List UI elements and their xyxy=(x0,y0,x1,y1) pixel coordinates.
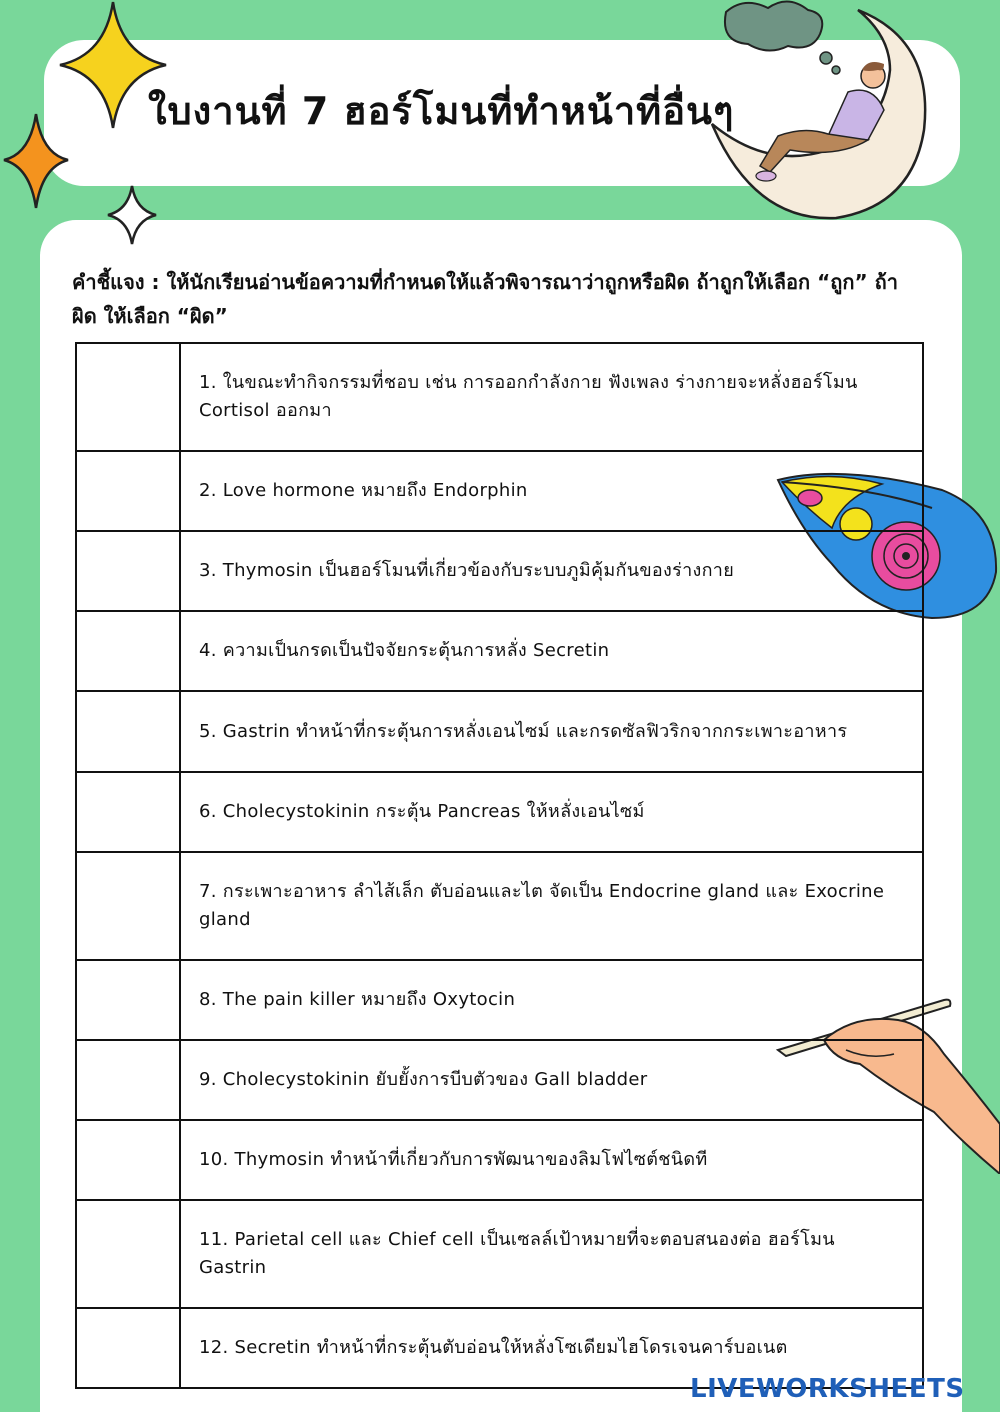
answer-cell-4[interactable] xyxy=(76,611,180,691)
statement-text: 1. ในขณะทำกิจกรรมที่ชอบ เช่น การออกกำลังกาย ฟังเพลง ร่างกายจะหลั่งฮอร์โมน Cortisol ออกมา xyxy=(180,343,923,451)
table-row xyxy=(76,1040,923,1120)
answer-cell-1[interactable] xyxy=(76,343,180,451)
answer-cell-9[interactable] xyxy=(76,1040,180,1120)
instructions-text: คำชี้แจง : ให้นักเรียนอ่านข้อความที่กำหนดให้แล้วพิจารณาว่าถูกหรือผิด ถ้าถูกให้เลือก “ถูก” ถ้าผิด ให้เลือก “ผิด” xyxy=(72,270,898,328)
table-row xyxy=(76,611,923,691)
statement-text: 10. Thymosin ทำหน้าที่เกี่ยวกับการพัฒนาของลิมโฟไซต์ชนิดที xyxy=(180,1120,923,1200)
answer-cell-7[interactable] xyxy=(76,852,180,960)
statement-text: 11. Parietal cell และ Chief cell เป็นเซลล์เป้าหมายที่จะตอบสนองต่อ ฮอร์โมน Gastrin xyxy=(180,1200,923,1308)
answer-cell-8[interactable] xyxy=(76,960,180,1040)
answer-cell-10[interactable] xyxy=(76,1120,180,1200)
answer-cell-12[interactable] xyxy=(76,1308,180,1388)
table-row xyxy=(76,451,923,531)
statement-text: 6. Cholecystokinin กระตุ้น Pancreas ให้หลั่งเอนไซม์ xyxy=(180,772,923,852)
liveworksheets-logo xyxy=(690,1374,965,1404)
answer-cell-2[interactable] xyxy=(76,451,180,531)
statement-text: 9. Cholecystokinin ยับยั้งการบีบตัวของ Gall bladder xyxy=(180,1040,923,1120)
answer-cell-3[interactable] xyxy=(76,531,180,611)
table-row xyxy=(76,1120,923,1200)
table-row xyxy=(76,691,923,772)
statement-text: 5. Gastrin ทำหน้าที่กระตุ้นการหลั่งเอนไซม์ และกรดซัลฟิวริกจากกระเพาะอาหาร xyxy=(180,691,923,772)
statement-text: 7. กระเพาะอาหาร ลำไส้เล็ก ตับอ่อนและไต จัดเป็น Endocrine gland และ Exocrine gland xyxy=(180,852,923,960)
table-row xyxy=(76,960,923,1040)
statement-text: 8. The pain killer หมายถึง Oxytocin xyxy=(180,960,923,1040)
moon-sleeping-man-illustration xyxy=(708,0,938,222)
orange-sparkle-icon xyxy=(2,112,70,210)
white-sparkle-icon xyxy=(106,184,158,246)
table-row xyxy=(76,1200,923,1308)
table-row xyxy=(76,531,923,611)
worksheet-title: ใบงานที่ 7 ฮอร์โมนที่ทำหน้าที่อื่นๆ xyxy=(148,89,735,133)
answer-cell-11[interactable] xyxy=(76,1200,180,1308)
table-row xyxy=(76,772,923,852)
statement-text: 4. ความเป็นกรดเป็นปัจจัยกระตุ้นการหลั่ง Secretin xyxy=(180,611,923,691)
logo-text: LIVEWORKSHEETS xyxy=(690,1374,965,1404)
quiz-table xyxy=(75,342,924,1389)
statement-text: 3. Thymosin เป็นฮอร์โมนที่เกี่ยวข้องกับระบบภูมิคุ้มกันของร่างกาย xyxy=(180,531,923,611)
table-row xyxy=(76,852,923,960)
answer-cell-6[interactable] xyxy=(76,772,180,852)
statement-text: 12. Secretin ทำหน้าที่กระตุ้นตับอ่อนให้หลั่งโซเดียมไฮโดรเจนคาร์บอเนต xyxy=(180,1308,923,1388)
answer-cell-5[interactable] xyxy=(76,691,180,772)
table-row xyxy=(76,343,923,451)
statement-text: 2. Love hormone หมายถึง Endorphin xyxy=(180,451,923,531)
